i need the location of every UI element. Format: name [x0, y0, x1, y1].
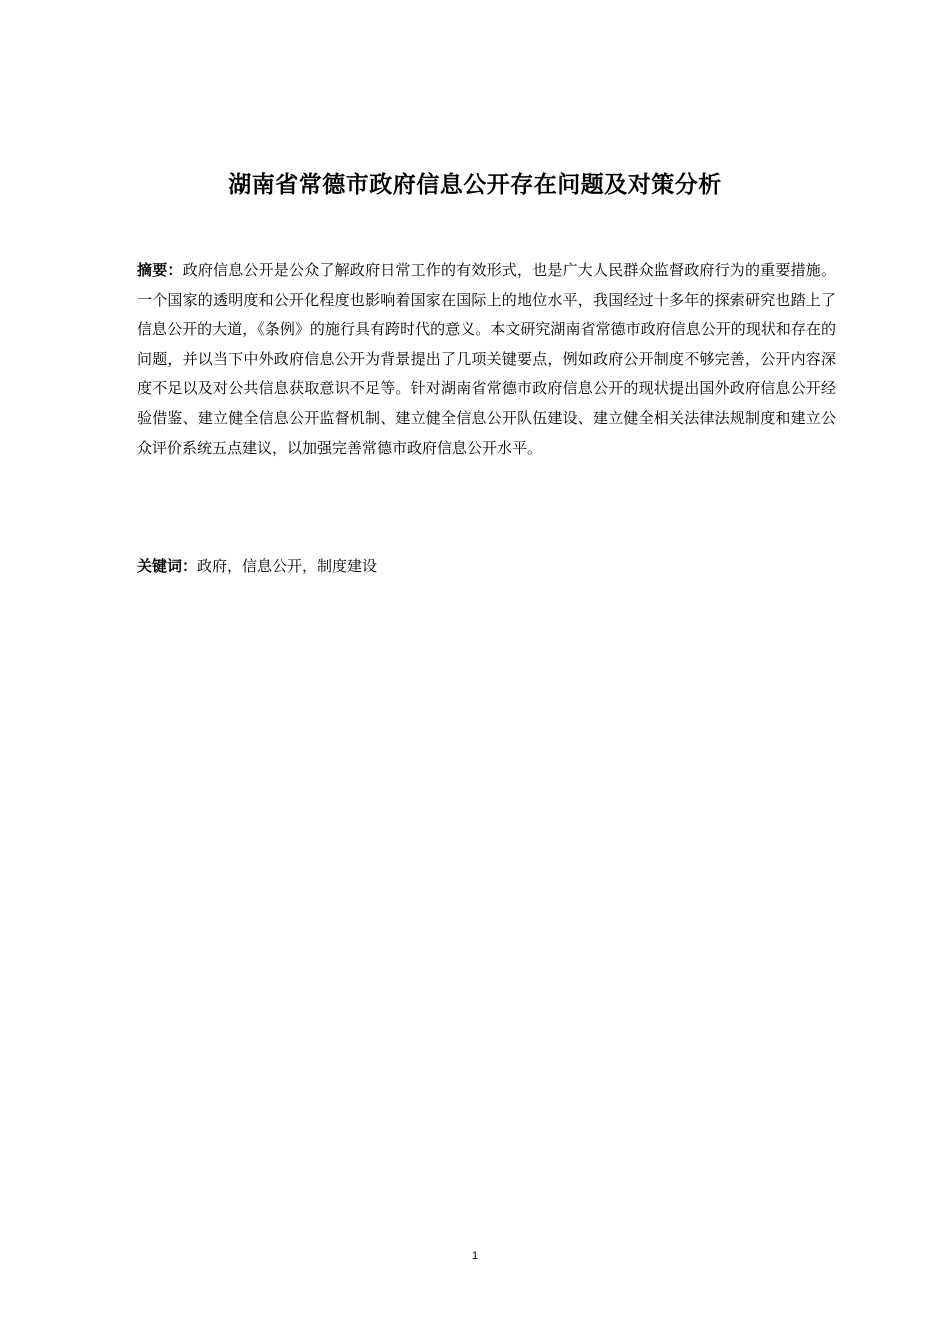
page-number: 1	[471, 1250, 479, 1262]
abstract-text: 政府信息公开是公众了解政府日常工作的有效形式，也是广大人民群众监督政府行为的重要措施。一个国家的透明度和公开化程度也影响着国家在国际上的地位水平，我国经过十多年的探索研究也踏上了信息公开的大道，《条例》的施行具有跨时代的意义。本文研究湖南省常德市政府信息公开的现状和存在的问题，并以当下中外政府信息公开为背景提出了几项关键要点，例如政府公开制度不够完善，公开内容深度不足以及对公共信息获取意识不足等。针对湖南省常德市政府信息公开的现状提出国外政府信息公开经验借鉴、建立健全信息公开监督机制、建立健全信息公开队伍建设、建立健全相关法律法规制度和建立公众评价系统五点建议，以加强完善常德市政府信息公开水平。	[137, 261, 836, 457]
keywords-paragraph	[137, 552, 836, 582]
abstract-paragraph	[137, 256, 836, 463]
document-title: 湖南省常德市政府信息公开存在问题及对策分析	[228, 172, 722, 198]
keywords-label: 关键词：	[137, 557, 198, 575]
keywords-text: 政府，信息公开，制度建设	[197, 557, 378, 575]
abstract-label: 摘要：	[137, 261, 183, 279]
